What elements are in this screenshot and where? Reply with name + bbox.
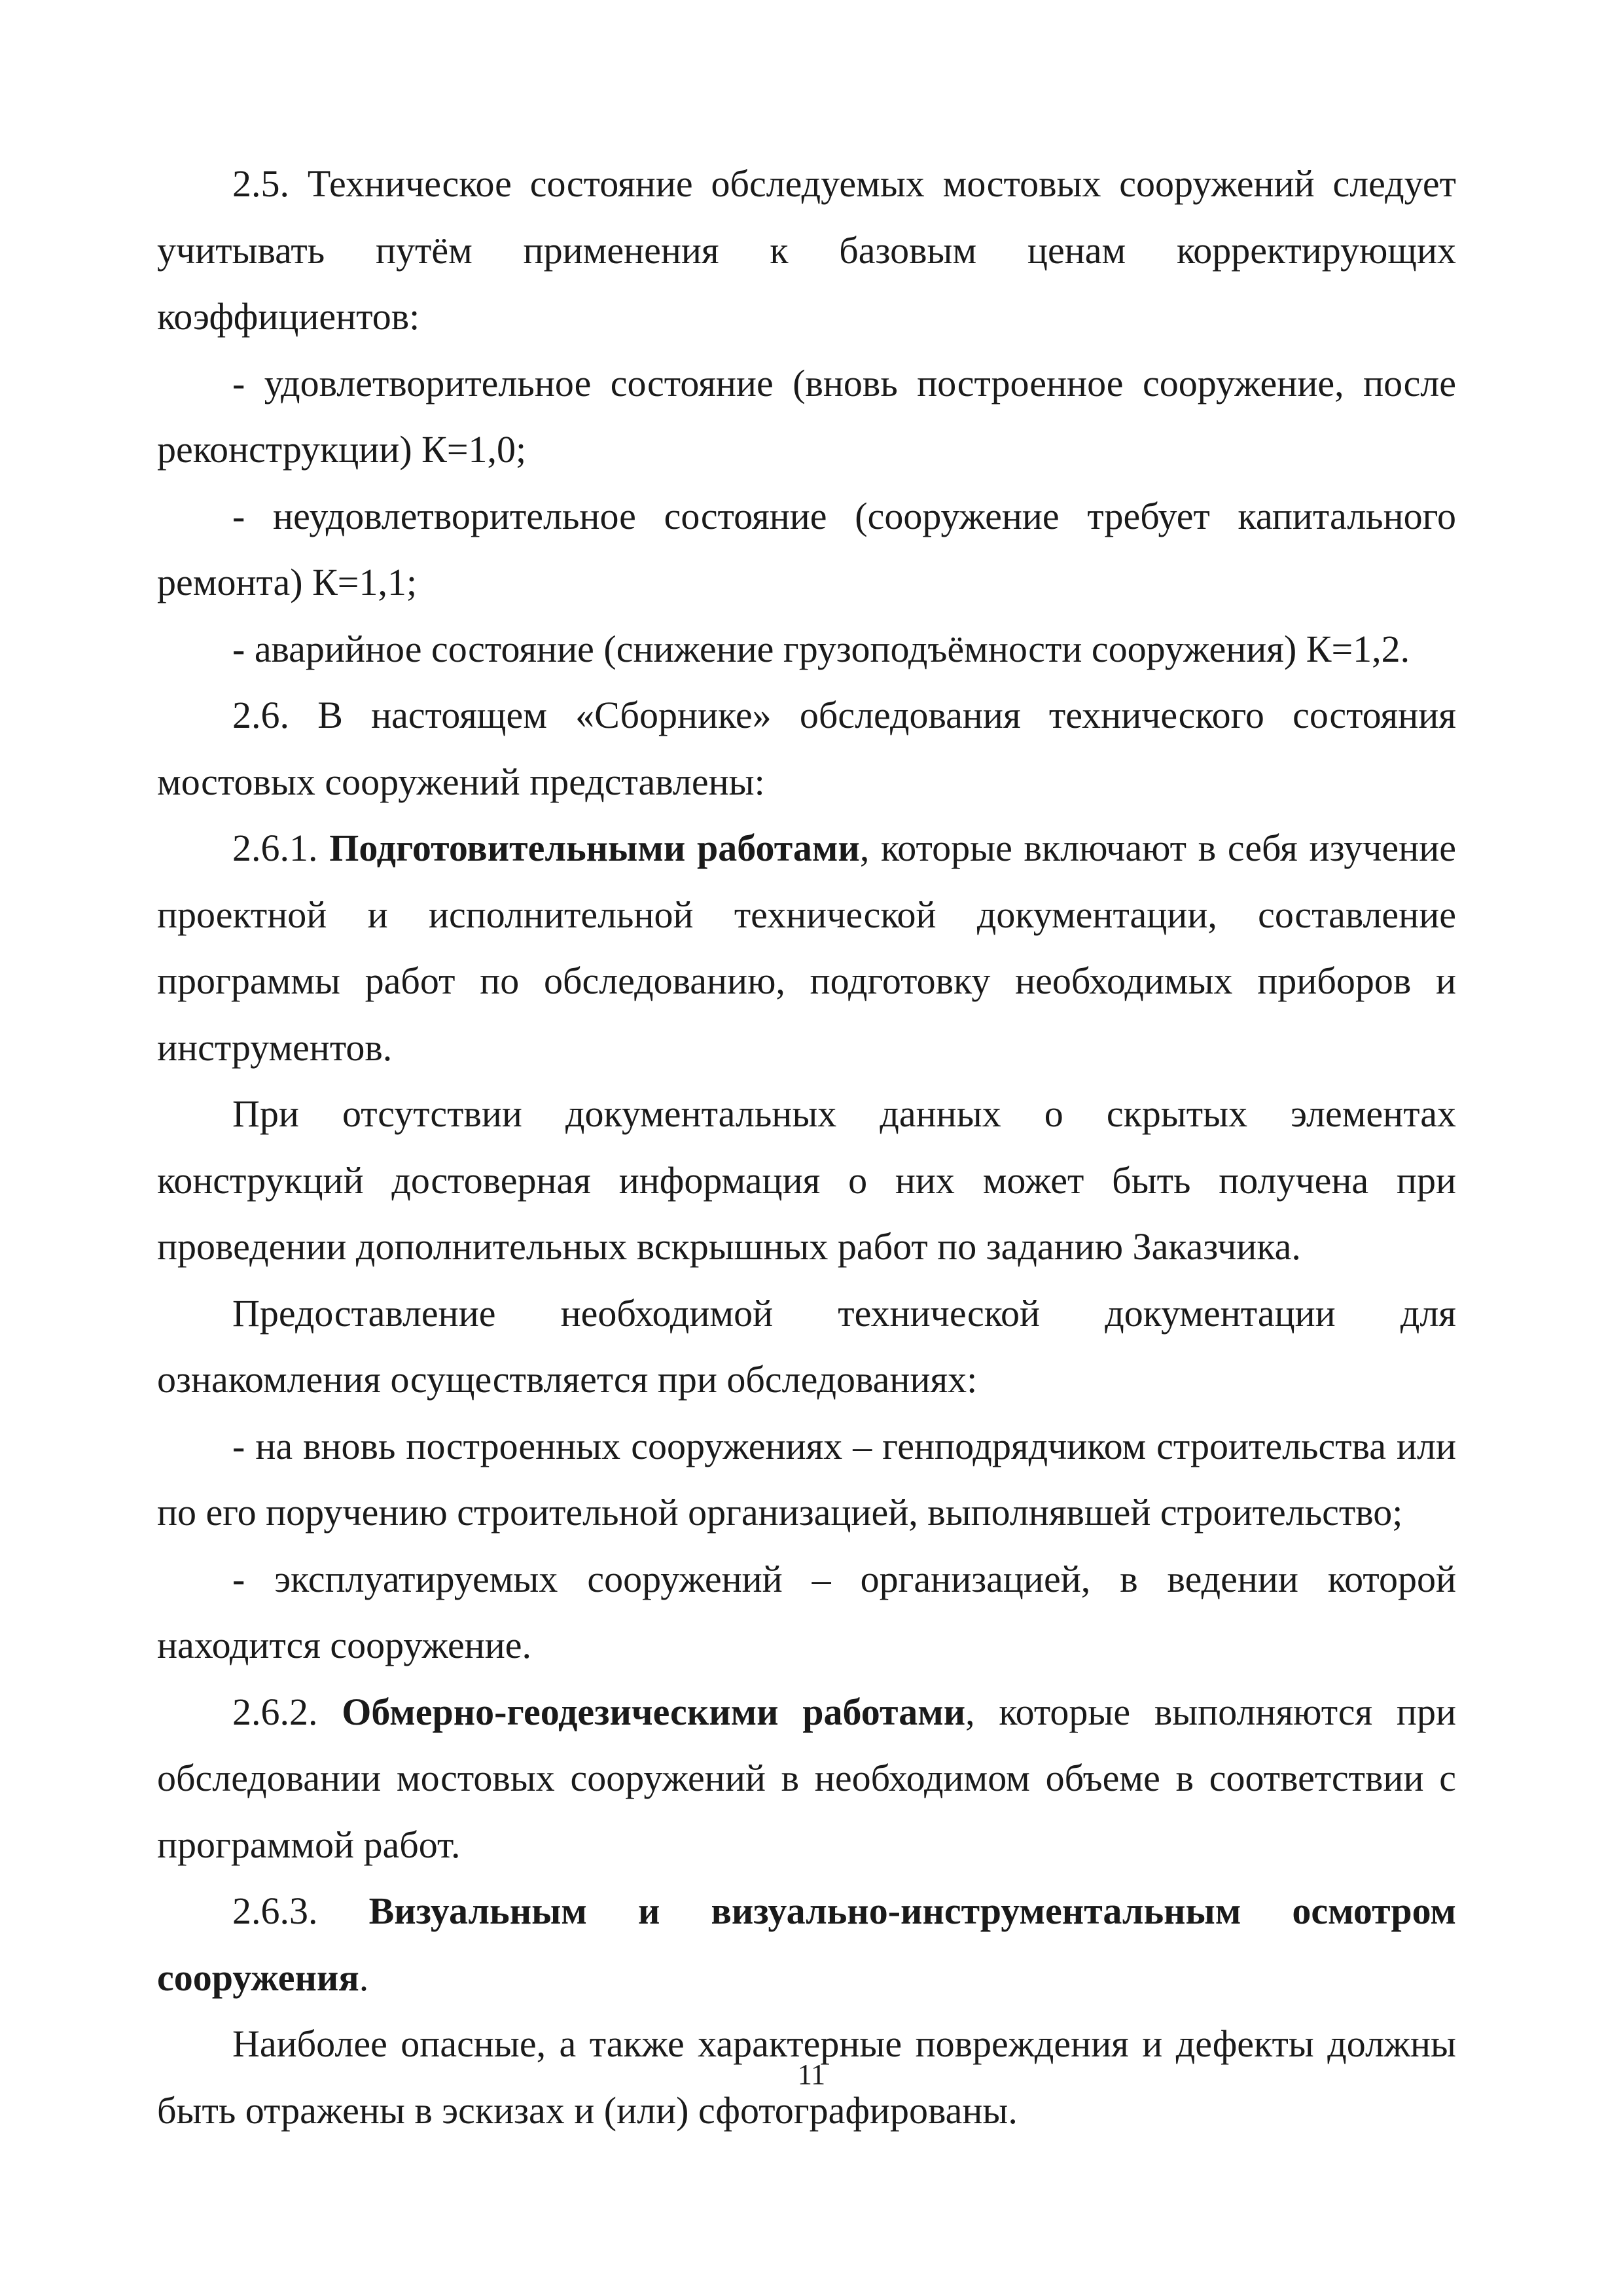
list-item-operated-structures: - эксплуатируемых сооружений – организацией, в ведении которой находится сооружение. xyxy=(157,1557,1456,1666)
list-item-emergency: - аварийное состояние (снижение грузоподъёмности сооружения) К=1,2. xyxy=(232,627,1410,670)
clause-number: 2.6.1. xyxy=(232,827,330,869)
clause-text: , которые выполняются при обследовании мостовых сооружений в необходимом объеме в соответствии с программой работ. xyxy=(157,1690,1457,1866)
paragraph-2-5: 2.5. Техническое состояние обследуемых мостовых сооружений следует учитывать путём применения к базовым ценам корректирующих коэффициентов: xyxy=(157,162,1456,338)
clause-number: 2.6.3. xyxy=(232,1890,369,1932)
paragraph-2-6-1 xyxy=(157,815,1456,1081)
paragraph-docs-provision: Предоставление необходимой технической документации для ознакомления осуществляется при обследованиях: xyxy=(157,1291,1456,1401)
document-body xyxy=(157,151,1456,2144)
paragraph-defects: Наиболее опасные, а также характерные повреждения и дефекты должны быть отражены в эскизах и (или) сфотографированы. xyxy=(157,2022,1456,2132)
list-item-satisfactory: - удовлетворительное состояние (вновь построенное сооружение, после реконструкции) К=1,0; xyxy=(157,361,1456,471)
clause-text: , которые включают в себя изучение проектной и исполнительной технической документации, составление программы работ по обследованию, подготовку необходимых приборов и инструментов. xyxy=(157,827,1456,1069)
bold-term: Подготовительными работами xyxy=(329,827,860,869)
bold-term: Визуальным и визуально-инструментальным осмотром сооружения xyxy=(157,1890,1456,1999)
list-item-new-structures: - на вновь построенных сооружениях – генподрядчиком строительства или по его поручению строительной организацией, выполнявшей строительство; xyxy=(157,1424,1456,1534)
paragraph-2-6-2 xyxy=(157,1679,1456,1878)
paragraph-2-6: 2.6. В настоящем «Сборнике» обследования технического состояния мостовых сооружений представлены: xyxy=(157,694,1456,803)
page-number: 11 xyxy=(797,2058,826,2090)
paragraph-missing-docs: При отсутствии документальных данных о скрытых элементах конструкций достоверная информация о них может быть получена при проведении дополнительных вскрышных работ по заданию Заказчика. xyxy=(157,1092,1456,1268)
clause-text: . xyxy=(359,1956,369,1999)
bold-term: Обмерно-геодезическими работами xyxy=(342,1690,966,1733)
list-item-unsatisfactory: - неудовлетворительное состояние (сооружение требует капитального ремонта) К=1,1; xyxy=(157,494,1456,603)
clause-number: 2.6.2. xyxy=(232,1690,342,1733)
paragraph-2-6-3 xyxy=(157,1878,1456,2011)
